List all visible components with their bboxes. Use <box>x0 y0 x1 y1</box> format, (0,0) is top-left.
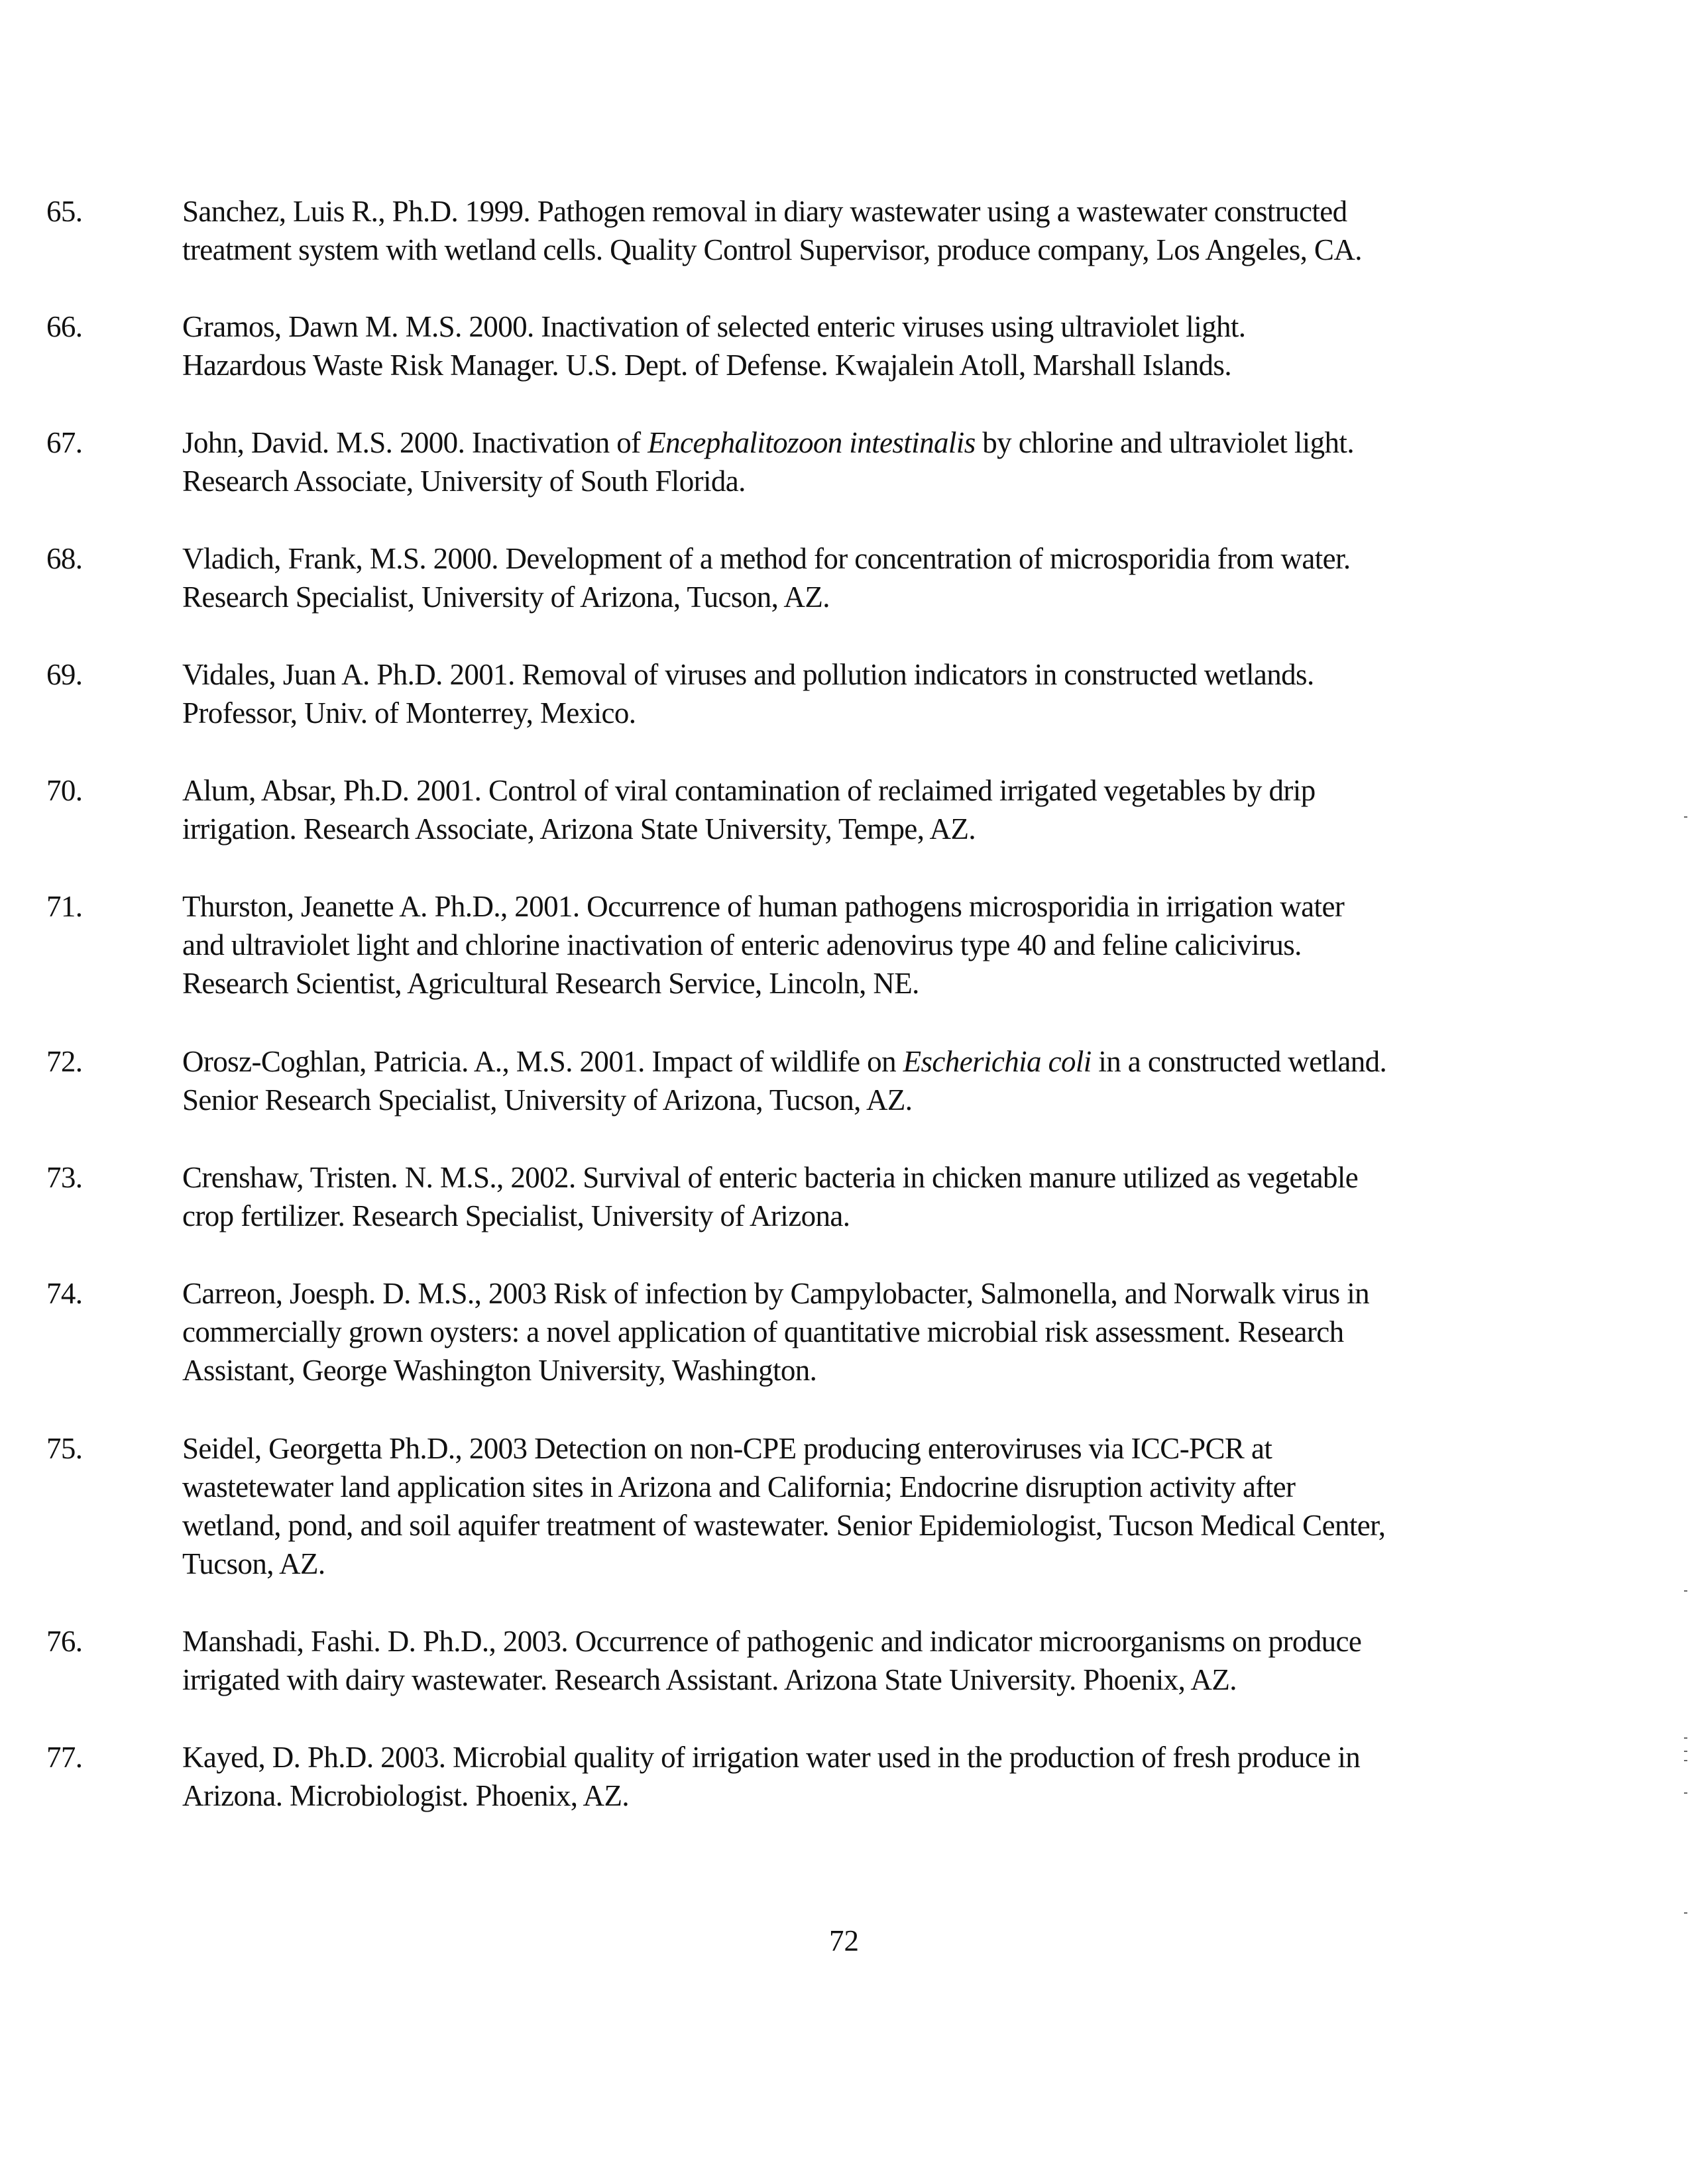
entry-text-run: John, David. M.S. 2000. Inactivation of <box>182 426 648 459</box>
scan-artifact <box>1684 1751 1687 1752</box>
scan-artifact <box>1684 1792 1687 1794</box>
entry-line: wetland, pond, and soil aquifer treatment of wastewater. Senior Epidemiologist, Tucson Medical Center, <box>182 1509 1386 1542</box>
entry-line: Assistant, George Washington University, Washington. <box>182 1354 817 1387</box>
entry-line: Alum, Absar, Ph.D. 2001. Control of viral contamination of reclaimed irrigated vegetables by drip <box>182 774 1316 807</box>
entry-text <box>182 655 1574 732</box>
entry-line: Tucson, AZ. <box>182 1547 325 1580</box>
entry-line: commercially grown oysters: a novel application of quantitative microbial risk assessment. Research <box>182 1315 1344 1348</box>
entry-line <box>182 423 1574 462</box>
entry-text <box>182 539 1574 616</box>
entry-text-run: Orosz-Coghlan, Patricia. A., M.S. 2001. Impact of wildlife on <box>182 1045 903 1078</box>
entry-line: Thurston, Jeanette A. Ph.D., 2001. Occurrence of human pathogens microsporidia in irrigation water <box>182 890 1345 923</box>
entry-line: Manshadi, Fashi. D. Ph.D., 2003. Occurrence of pathogenic and indicator microorganisms on produce <box>182 1625 1362 1658</box>
entry-line: Crenshaw, Tristen. N. M.S., 2002. Survival of enteric bacteria in chicken manure utilized as vegetable <box>182 1161 1359 1194</box>
scan-artifact <box>1684 816 1687 818</box>
entry-text <box>182 1274 1574 1390</box>
entry-line: Research Associate, University of South Florida. <box>182 464 746 498</box>
entry-number: 69. <box>46 658 83 691</box>
entry-line: Carreon, Joesph. D. M.S., 2003 Risk of infection by Campylobacter, Salmonella, and Norwalk virus in <box>182 1277 1370 1310</box>
entry-text-run: in a constructed wetland. <box>1091 1045 1387 1078</box>
species-name: Encephalitozoon intestinalis <box>647 426 976 459</box>
entry-number: 65. <box>46 195 83 228</box>
entry-line: and ultraviolet light and chlorine inactivation of enteric adenovirus type 40 and feline calicivirus. <box>182 928 1302 961</box>
entry-number: 74. <box>46 1277 83 1310</box>
entry-line: Professor, Univ. of Monterrey, Mexico. <box>182 696 636 730</box>
entry-line: irrigation. Research Associate, Arizona State University, Tempe, AZ. <box>182 812 976 846</box>
entry-line: Gramos, Dawn M. M.S. 2000. Inactivation of selected enteric viruses using ultraviolet light. <box>182 310 1246 343</box>
entry-text <box>182 887 1574 1003</box>
entry-number: 72. <box>46 1045 83 1078</box>
scan-artifact <box>1684 1912 1687 1914</box>
entry-text <box>182 1622 1574 1699</box>
entry-line: Sanchez, Luis R., Ph.D. 1999. Pathogen removal in diary wastewater using a wastewater constructed <box>182 195 1347 228</box>
entry-line: Research Specialist, University of Arizona, Tucson, AZ. <box>182 580 830 614</box>
entry-text <box>182 192 1574 269</box>
entry-line: Kayed, D. Ph.D. 2003. Microbial quality of irrigation water used in the production of fresh produce in <box>182 1741 1361 1774</box>
entry-line: Vladich, Frank, M.S. 2000. Development of a method for concentration of microsporidia from water. <box>182 542 1351 575</box>
entry-line: Arizona. Microbiologist. Phoenix, AZ. <box>182 1779 629 1812</box>
entry-text <box>182 307 1574 384</box>
scan-artifact <box>1684 1737 1687 1739</box>
entry-number: 66. <box>46 310 83 343</box>
entry-number: 68. <box>46 542 83 575</box>
entry-number: 73. <box>46 1161 83 1194</box>
entry-line: treatment system with wetland cells. Quality Control Supervisor, produce company, Los Angeles, CA. <box>182 233 1362 266</box>
entry-text <box>182 1158 1574 1235</box>
entry-line: Research Scientist, Agricultural Research Service, Lincoln, NE. <box>182 967 919 1000</box>
entry-line: crop fertilizer. Research Specialist, University of Arizona. <box>182 1199 850 1232</box>
entry-text <box>182 1429 1574 1583</box>
species-name: Escherichia coli <box>903 1045 1092 1078</box>
entry-line <box>182 1042 1574 1081</box>
entry-number: 75. <box>46 1432 83 1465</box>
entry-line: Seidel, Georgetta Ph.D., 2003 Detection on non-CPE producing enteroviruses via ICC-PCR at <box>182 1432 1272 1465</box>
entry-line: Hazardous Waste Risk Manager. U.S. Dept. of Defense. Kwajalein Atoll, Marshall Islands. <box>182 349 1231 382</box>
entry-text <box>182 423 1574 500</box>
entry-text-run: by chlorine and ultraviolet light. <box>975 426 1354 459</box>
entry-line: wastetewater land application sites in Arizona and California; Endocrine disruption activity after <box>182 1470 1296 1503</box>
scan-artifact <box>1684 1760 1687 1761</box>
scan-artifact <box>1684 1590 1687 1592</box>
entry-line: Senior Research Specialist, University of Arizona, Tucson, AZ. <box>182 1083 913 1117</box>
entry-number: 67. <box>46 426 83 459</box>
entry-text <box>182 1042 1574 1119</box>
entry-number: 71. <box>46 890 83 923</box>
entry-line: Vidales, Juan A. Ph.D. 2001. Removal of viruses and pollution indicators in constructed wetlands. <box>182 658 1314 691</box>
page-number: 72 <box>829 1924 859 1957</box>
entry-number: 70. <box>46 774 83 807</box>
entry-text <box>182 771 1574 848</box>
entry-line: irrigated with dairy wastewater. Research Assistant. Arizona State University. Phoenix, AZ. <box>182 1663 1237 1696</box>
entry-number: 77. <box>46 1741 83 1774</box>
entry-number: 76. <box>46 1625 83 1658</box>
entry-text <box>182 1738 1574 1815</box>
